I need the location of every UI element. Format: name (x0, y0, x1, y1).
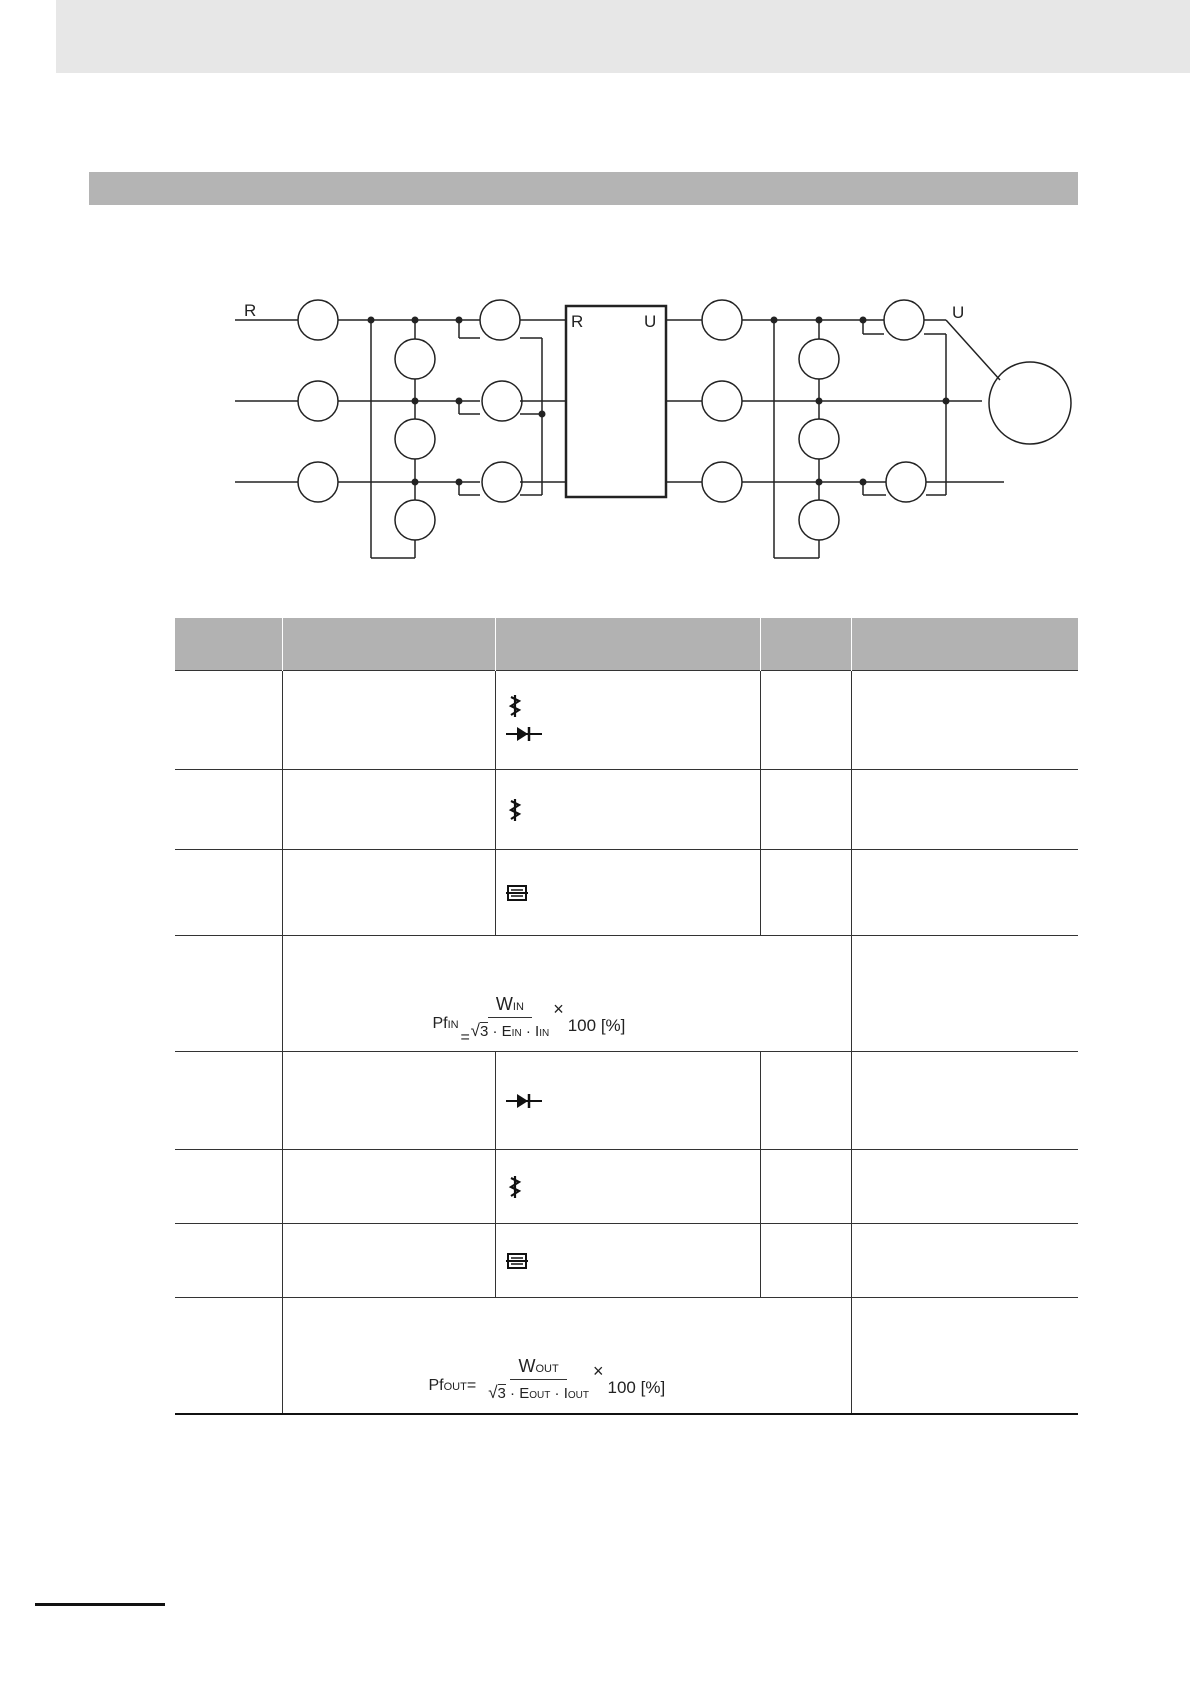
table-row (175, 671, 1078, 770)
table-row (175, 1052, 1078, 1150)
header-cell (495, 618, 760, 671)
output-power-factor-formula: PfOUT= $\frac{\text{WOUT}}{\text{√3 · EOUT · IOUT}}$ × 100 [%] (428, 1356, 666, 1402)
footer-rule (35, 1603, 165, 1606)
table-row (175, 1150, 1078, 1224)
output-terminal-label: U (952, 303, 965, 322)
rectifier-meter-icon (504, 722, 752, 746)
measurement-table (175, 618, 1078, 1415)
header-cell (282, 618, 495, 671)
measurement-circuit-diagram (0, 0, 1190, 600)
table-row (175, 936, 1078, 1052)
electrodynamometer-icon (504, 881, 752, 905)
table-row (175, 1224, 1078, 1298)
header-cell (760, 618, 851, 671)
moving-iron-meter-icon (504, 694, 752, 718)
table-row (175, 1298, 1078, 1414)
table-row (175, 850, 1078, 936)
moving-iron-meter-icon (504, 1175, 752, 1199)
header-cell (851, 618, 1078, 671)
converter-output-label: U (644, 312, 657, 331)
input-terminal-label: R (244, 301, 257, 320)
rectifier-meter-icon (504, 1089, 752, 1113)
input-power-factor-formula: PfIN = $\frac{\text{WIN}}{\text{√3 · EIN · IIN}}$ × 100 [%] (432, 994, 626, 1046)
table-header-row (175, 618, 1078, 671)
moving-iron-meter-icon (504, 798, 752, 822)
converter-input-label: R (571, 312, 584, 331)
table-row (175, 770, 1078, 850)
header-cell (175, 618, 282, 671)
electrodynamometer-icon (504, 1249, 752, 1273)
